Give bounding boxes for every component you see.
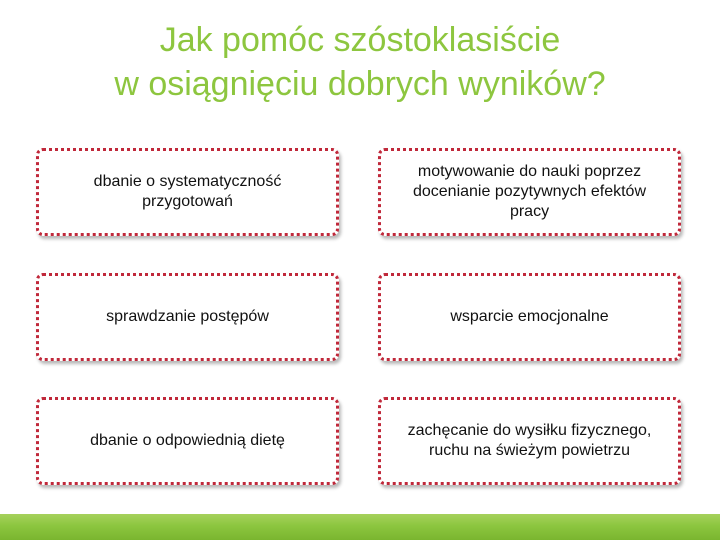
- tip-box-checking-progress: [36, 273, 339, 361]
- tip-text: zachęcanie do wysiłku fizycznego, ruchu na świeżym powietrzu: [407, 422, 652, 459]
- tip-text: wsparcie emocjonalne: [450, 308, 609, 325]
- tip-box-systematic-preparation: [36, 148, 339, 236]
- tip-box-proper-diet: [36, 397, 339, 485]
- tip-text: motywowanie do nauki poprzez docenianie pozytywnych efektów pracy: [412, 163, 647, 220]
- tip-box-physical-activity: [378, 397, 681, 485]
- tip-text: dbanie o odpowiednią dietę: [90, 432, 285, 449]
- tip-text: dbanie o systematyczność przygotowań: [93, 173, 282, 210]
- bottom-decorative-bar: [0, 514, 720, 540]
- slide-title: [0, 18, 720, 106]
- slide-title-line-1: Jak pomóc szóstoklasiście: [159, 21, 561, 59]
- slide-title-line-2: w osiągnięciu dobrych wyników?: [114, 65, 606, 103]
- tip-box-motivation: [378, 148, 681, 236]
- tip-text: sprawdzanie postępów: [106, 308, 269, 325]
- tip-box-emotional-support: [378, 273, 681, 361]
